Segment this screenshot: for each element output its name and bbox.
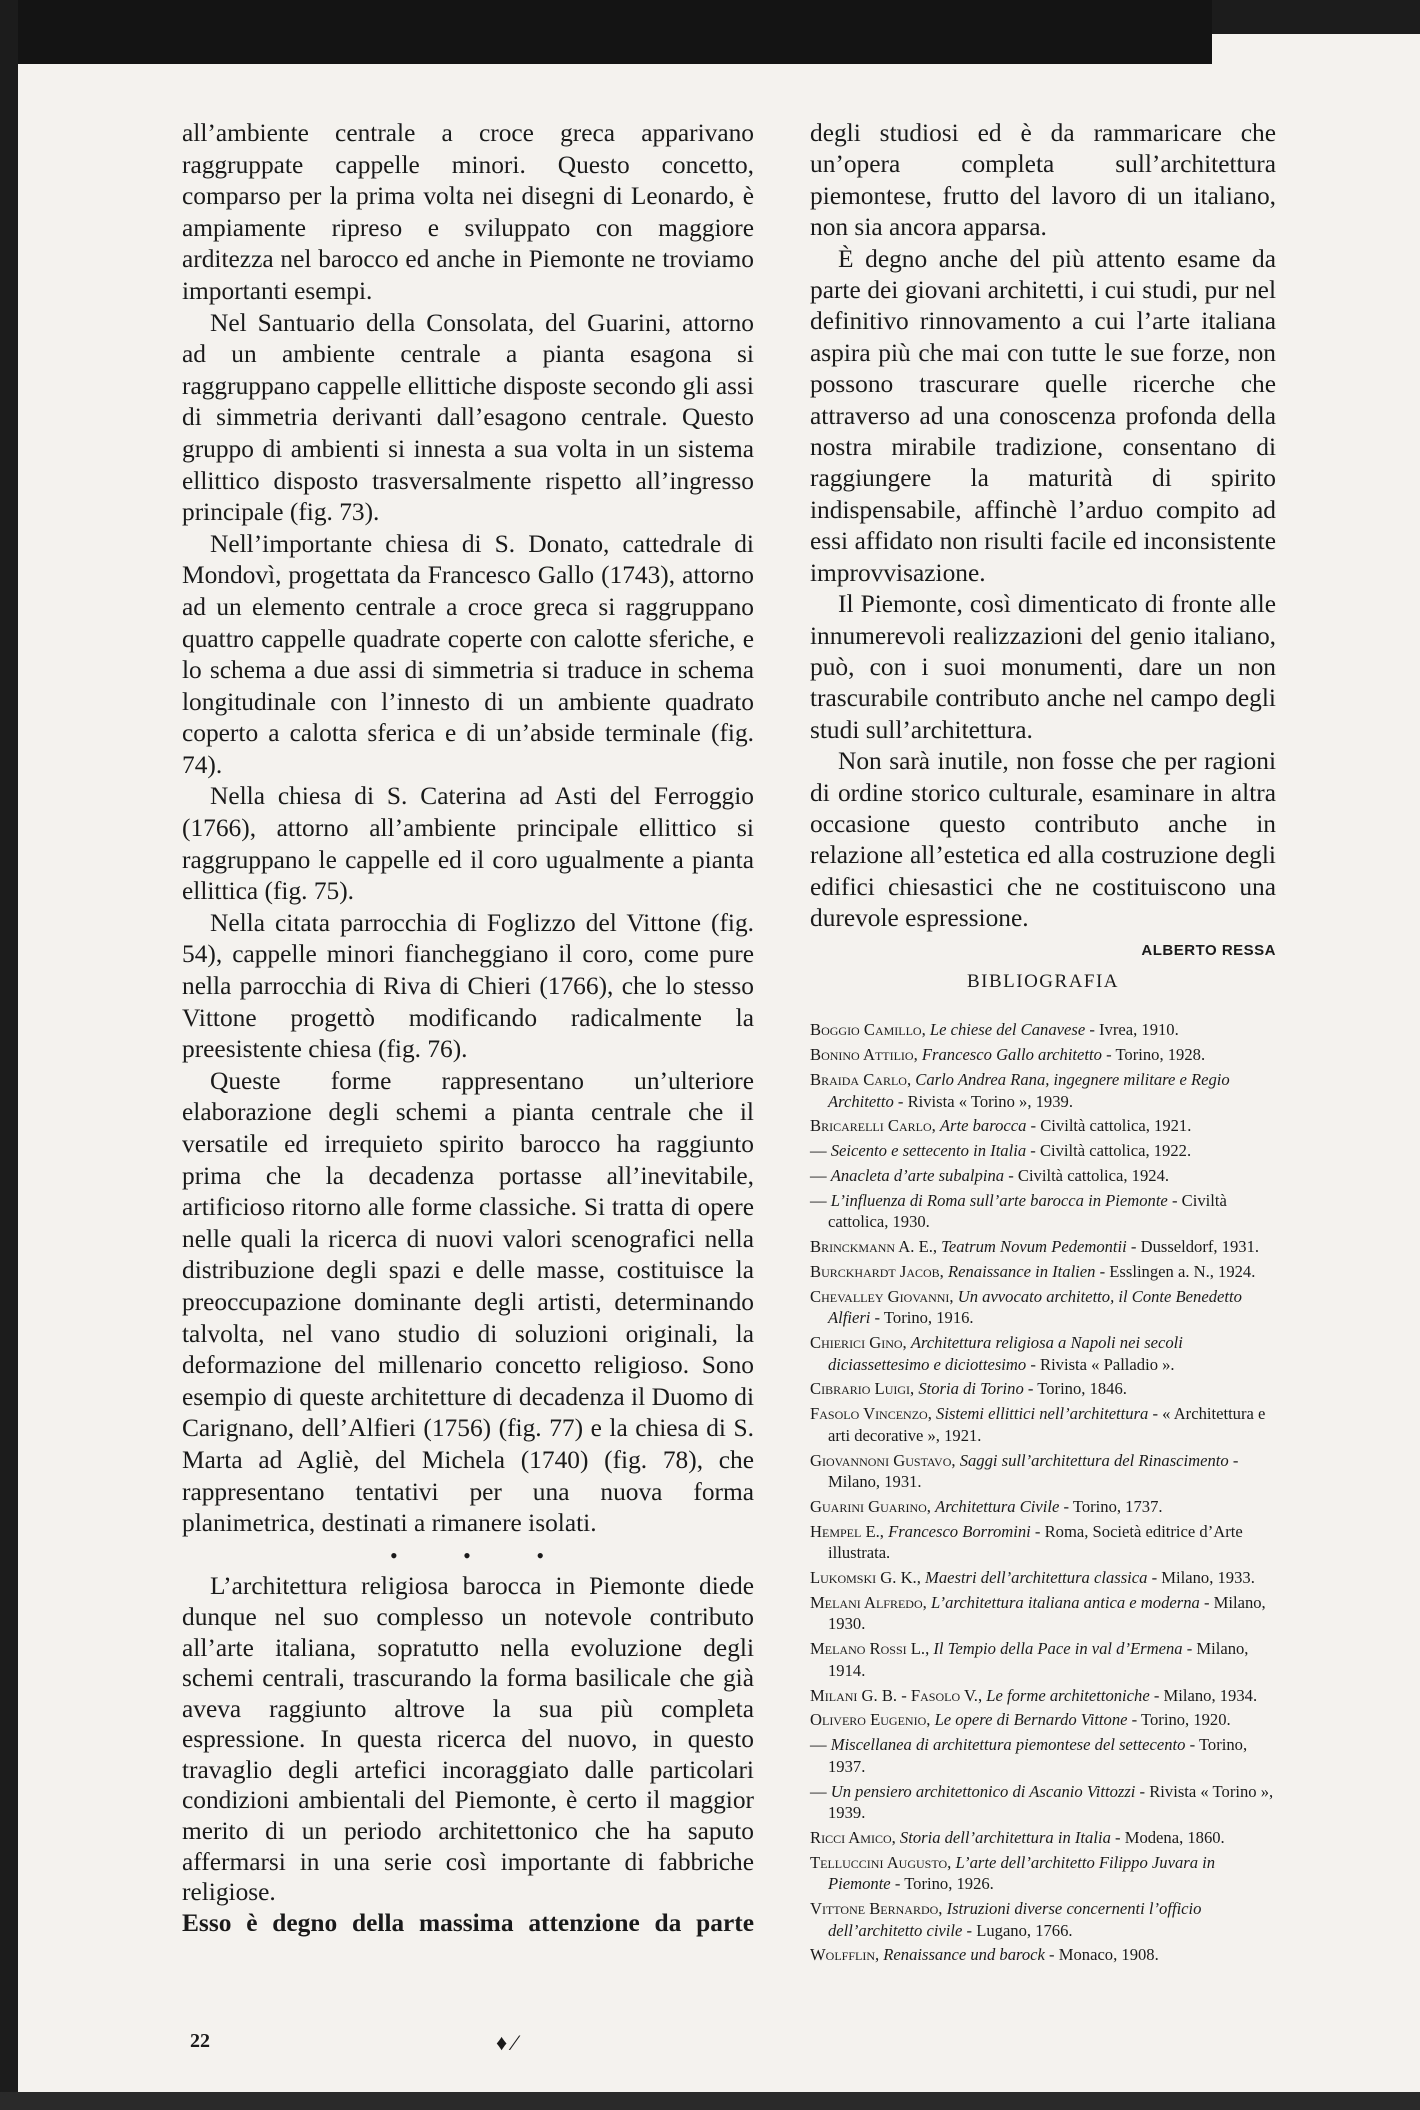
- paragraph: Nella citata parrocchia di Foglizzo del Vittone (fig. 54), cappelle minori fiancheggiano il coro, come pure nella parrocchia di Riva di Chieri (1766), che lo stesso Vittone progettò modificando radicalmente la preesistente chiesa (fig. 76).: [182, 908, 754, 1064]
- entry-title: Le opere di Bernardo Vittone: [934, 1710, 1128, 1730]
- entry-details: - Milano, 1933.: [1147, 1568, 1255, 1588]
- entry-title: Un pensiero architettonico di Ascanio Vittozzi: [830, 1781, 1136, 1801]
- paragraph: Nel Santuario della Consolata, del Guarini, attorno ad un ambiente centrale a pianta esagona si raggruppano cappelle ellittiche disposte secondo gli assi di simmetria derivanti dall’esagono centrale. Questo gruppo di ambienti si innesta a sua volta in un sistema ellittico disposto trasversalmente rispetto all’ingresso principale (fig. 73).: [182, 308, 754, 527]
- entry-title: Renaissance und barock: [883, 1945, 1045, 1965]
- closing-paragraph: L’architettura religiosa barocca in Piemonte diede dunque nel suo complesso un notevole contributo all’arte italiana, sopratutto nella evoluzione degli schemi centrali, trascurando la forma basilicale che già aveva raggiunto altrove la sua più completa espressione. In questa ricerca del nuovo, in questo travaglio degli artefici incoraggiato dalle particolari condizioni ambientali del Piemonte, è certo il maggior merito di un periodo architettonico che ha saputo affermarsi in una serie così importante di fabbriche religiose.: [182, 1572, 754, 1907]
- left-edge-shadow: [0, 0, 18, 2110]
- bibliography-entry: [810, 1450, 1276, 1493]
- entry-title: Un avvocato architetto, il Conte Benedetto Alfieri: [828, 1286, 1242, 1328]
- entry-details: - Rivista « Palladio ».: [1026, 1354, 1175, 1374]
- entry-title: L’arte dell’architetto Filippo Juvara in Piemonte: [828, 1852, 1216, 1894]
- bibliography-entry: [810, 1567, 1276, 1589]
- bibliography-entry: [810, 1521, 1276, 1564]
- entry-author: Cibrario Luigi,: [810, 1379, 919, 1399]
- entry-details: - Monaco, 1908.: [1044, 1945, 1159, 1965]
- entry-author: Burckhardt Jacob,: [810, 1261, 948, 1281]
- entry-author: Bricarelli Carlo,: [810, 1116, 940, 1136]
- entry-details: - Lugano, 1766.: [962, 1920, 1073, 1940]
- bibliography-entry: [810, 1165, 1276, 1187]
- entry-author: Vittone Bernardo,: [810, 1899, 947, 1919]
- bibliography-heading: BIBLIOGRAFIA: [966, 970, 1120, 992]
- entry-details: - Rivista « Torino », 1939.: [828, 1781, 1274, 1823]
- entry-details: - Torino, 1926.: [890, 1874, 994, 1894]
- entry-author: Chevalley Giovanni,: [810, 1286, 958, 1306]
- entry-title: Le chiese del Canavese: [929, 1020, 1086, 1040]
- entry-author: Ricci Amico,: [810, 1827, 900, 1847]
- bibliography-entry: [810, 1852, 1276, 1895]
- entry-details: - Milano, 1934.: [1149, 1685, 1258, 1705]
- bibliography-entry: [810, 1115, 1276, 1137]
- entry-title: Sistemi ellittici nell’architettura: [936, 1404, 1149, 1424]
- bibliography-entry: [810, 1019, 1276, 1041]
- bibliography-entry: [810, 1261, 1276, 1283]
- bibliography-entry: [810, 1236, 1276, 1258]
- bibliography-entry: [810, 1709, 1276, 1731]
- entry-title: Miscellanea di architettura piemontese del settecento: [830, 1735, 1186, 1755]
- bibliography-entry: [810, 1944, 1276, 1966]
- entry-author: Hempel E.,: [810, 1521, 889, 1541]
- entry-details: - Torino, 1916.: [870, 1308, 974, 1328]
- paragraph: Queste forme rappresentano un’ulteriore elaborazione degli schemi a pianta centrale che il versatile ed irrequieto spirito barocco ha raggiunto prima che la decadenza portasse all’inevitabile, artificioso ritorno alle forme classiche. Si tratta di opere nelle quali la ricerca di nuovi valori scenografici nella distribuzione degli spazi e delle masse, costituisce la preoccupazione dominante degli artisti, determinando talvolta, nel vano studio di soluzioni originali, la deformazione del millenario concetto religioso. Sono esempio di queste architetture di decadenza il Duomo di Carignano, dell’Alfieri (1756) (fig. 77) e la chiesa di S. Marta ad Agliè, del Michela (1740) (fig. 78), che rappresentano tentativi per una nuova forma planimetrica, destinati a rimanere isolati.: [182, 1066, 754, 1538]
- footer-mark: ♦ ⁄: [496, 2030, 517, 2055]
- bibliography-entry: [810, 1685, 1276, 1707]
- paragraph: È degno anche del più attento esame da parte dei giovani architetti, i cui studi, pur nel definitivo rinnovamento a cui l’arte italiana aspira più che mai con tutte le sue forze, non possono trascurare quelle ricerche che attraverso ad una conoscenza profonda della nostra mirabile tradizione, consentano di raggiungere la maturità di spirito indispensabile, affinchè l’arduo compito ad essi affidato non risulti facile ed inconsistente improvvisazione.: [810, 244, 1276, 587]
- bibliography-entry: [810, 1638, 1276, 1681]
- entry-details: - Ivrea, 1910.: [1085, 1020, 1179, 1040]
- entry-author: Guarini Guarino,: [810, 1496, 936, 1516]
- entry-details: - Modena, 1860.: [1110, 1827, 1225, 1847]
- left-column: [182, 118, 754, 1939]
- entry-details: - Milano, 1931.: [828, 1450, 1239, 1492]
- entry-title: L’influenza di Roma sull’arte barocca in Piemonte: [830, 1190, 1168, 1210]
- entry-title: Francesco Gallo architetto: [921, 1045, 1102, 1065]
- paragraph: Il Piemonte, così dimenticato di fronte alle innumerevoli realizzazioni del genio italiano, può, con i suoi monumenti, dare un non trascurabile contributo anche nel campo degli studi sull’architettura.: [810, 590, 1276, 744]
- paragraph: Nell’importante chiesa di S. Donato, cattedrale di Mondovì, progettata da Francesco Gallo (1743), attorno ad un elemento centrale a croce greca si raggruppano quattro cappelle quadrate coperte con calotte sferiche, e lo schema a due assi di simmetria si traduce in schema longitudinale con l’innesto di un ambiente quadrato coperto a calotta sferica e di un’abside terminale (fig. 74).: [182, 529, 754, 779]
- entry-title: Carlo Andrea Rana, ingegnere militare e Regio Architetto: [828, 1069, 1230, 1111]
- paragraph: Non sarà inutile, non fosse che per ragioni di ordine storico culturale, esaminare in altra occasione questo contributo anche in relazione all’estetica ed alla costruzione degli edifici chiesastici che ne costituiscono una durevole espressione.: [810, 747, 1276, 933]
- bibliography-entry: [810, 1496, 1276, 1518]
- paragraph: all’ambiente centrale a croce greca apparivano raggruppate cappelle minori. Questo concetto, comparso per la prima volta nei disegni di Leonardo, è ampiamente ripreso e sviluppato con maggiore arditezza nel barocco ed anche in Piemonte ne troviamo importanti esempi.: [182, 119, 754, 305]
- entry-details: - Rivista « Torino », 1939.: [893, 1091, 1073, 1111]
- entry-details: - Dusseldorf, 1931.: [1126, 1237, 1260, 1257]
- entry-author: Lukomski G. K.,: [810, 1568, 925, 1588]
- entry-details: - Torino, 1920.: [1127, 1710, 1231, 1730]
- entry-author: —: [810, 1141, 831, 1161]
- entry-details: - Torino, 1937.: [828, 1735, 1248, 1776]
- entry-author: —: [810, 1735, 831, 1755]
- entry-author: —: [810, 1165, 831, 1185]
- paragraph: degli studiosi ed è da rammaricare che un’opera completa sull’architettura piemontese, frutto del lavoro di un italiano, non sia ancora apparsa.: [810, 119, 1276, 242]
- entry-author: —: [810, 1190, 831, 1210]
- entry-details: - Torino, 1846.: [1023, 1379, 1127, 1399]
- bottom-edge-shadow: [0, 2092, 1420, 2110]
- bibliography-entry: [810, 1069, 1276, 1112]
- entry-author: Milani G. B. - Fasolo V.,: [810, 1685, 987, 1705]
- entry-details: - Civiltà cattolica, 1922.: [1026, 1141, 1192, 1161]
- bibliography-entry: [810, 1781, 1276, 1824]
- bibliography-entry: [810, 1403, 1276, 1446]
- entry-author: Boggio Camillo,: [810, 1020, 930, 1040]
- top-right-shadow: [1212, 0, 1420, 34]
- author-signature: ALBERTO RESSA: [1141, 941, 1276, 959]
- entry-title: L’architettura italiana antica e moderna: [930, 1592, 1200, 1612]
- entry-author: Giovannoni Gustavo,: [810, 1450, 960, 1470]
- entry-author: Telluccini Augusto,: [810, 1852, 956, 1872]
- entry-details: - Milano, 1930.: [828, 1592, 1266, 1634]
- entry-title: Architettura Civile: [935, 1496, 1060, 1516]
- entry-title: Anacleta d’arte subalpina: [830, 1165, 1005, 1185]
- entry-title: Arte barocca: [939, 1116, 1027, 1136]
- entry-title: Renaissance in Italien: [947, 1261, 1096, 1281]
- bibliography-entry: [810, 1592, 1276, 1635]
- entry-details: - Roma, Società editrice d’Arte illustrata.: [828, 1521, 1243, 1563]
- entry-title: Seicento e settecento in Italia: [830, 1141, 1027, 1161]
- entry-author: Olivero Eugenio,: [810, 1710, 935, 1730]
- entry-title: Istruzioni diverse concernenti l’officio dell’architetto civile: [828, 1899, 1202, 1940]
- bibliography-entry: [810, 1827, 1276, 1849]
- entry-title: Le forme architettoniche: [986, 1685, 1150, 1705]
- entry-author: Chierici Gino,: [810, 1332, 911, 1352]
- entry-details: - Civiltà cattolica, 1924.: [1004, 1165, 1170, 1185]
- entry-details: - Civiltà cattolica, 1930.: [828, 1190, 1227, 1232]
- bibliography-entry: [810, 1044, 1276, 1066]
- entry-author: Bonino Attilio,: [810, 1045, 922, 1065]
- entry-author: Wolfflin,: [810, 1945, 884, 1965]
- entry-title: Storia dell’architettura in Italia: [899, 1827, 1111, 1847]
- bibliography-entry: [810, 1734, 1276, 1777]
- bibliography-list: [810, 1019, 1276, 1966]
- entry-author: Brinckmann A. E.,: [810, 1237, 942, 1257]
- entry-title: Francesco Borromini: [888, 1521, 1031, 1541]
- entry-author: —: [810, 1781, 831, 1801]
- bibliography-entry: [810, 1286, 1276, 1329]
- section-separator: • • •: [389, 1542, 575, 1568]
- closing-line: Esso è degno della massima attenzione da parte: [182, 1908, 754, 1937]
- entry-details: - Torino, 1928.: [1101, 1045, 1206, 1065]
- entry-author: Melano Rossi L.,: [810, 1639, 934, 1659]
- top-dark-band: [0, 0, 1212, 64]
- bibliography-entry: [810, 1332, 1276, 1375]
- entry-title: Saggi sull’architettura del Rinascimento: [959, 1450, 1229, 1470]
- entry-details: - Civiltà cattolica, 1921.: [1026, 1116, 1192, 1136]
- bibliography-entry: [810, 1140, 1276, 1162]
- bibliography-entry: [810, 1190, 1276, 1233]
- entry-title: Storia di Torino: [918, 1379, 1024, 1399]
- page-number: 22: [190, 2030, 210, 2052]
- entry-details: - Esslingen a. N., 1924.: [1095, 1261, 1256, 1281]
- entry-author: Braida Carlo,: [810, 1069, 916, 1089]
- bibliography-entry: [810, 1378, 1276, 1400]
- entry-author: Fasolo Vincenzo,: [810, 1404, 937, 1424]
- entry-details: - « Architettura e arti decorative », 1921.: [828, 1404, 1266, 1445]
- entry-details: - Milano, 1914.: [828, 1639, 1249, 1680]
- entry-title: Il Tempio della Pace in val d’Ermena: [933, 1639, 1183, 1659]
- entry-details: - Torino, 1737.: [1059, 1496, 1163, 1516]
- entry-title: Architettura religiosa a Napoli nei secoli diciassettesimo e diciottesimo: [828, 1332, 1183, 1374]
- paragraph: Nella chiesa di S. Caterina ad Asti del Ferroggio (1766), attorno all’ambiente principale ellittico si raggruppano le cappelle ed il coro ugualmente a pianta ellittica (fig. 75).: [182, 782, 754, 906]
- right-column: [810, 118, 1276, 1969]
- entry-title: Teatrum Novum Pedemontii: [941, 1237, 1127, 1257]
- bibliography-entry: [810, 1898, 1276, 1941]
- entry-author: Melani Alfredo,: [810, 1592, 931, 1612]
- entry-title: Maestri dell’architettura classica: [925, 1568, 1148, 1588]
